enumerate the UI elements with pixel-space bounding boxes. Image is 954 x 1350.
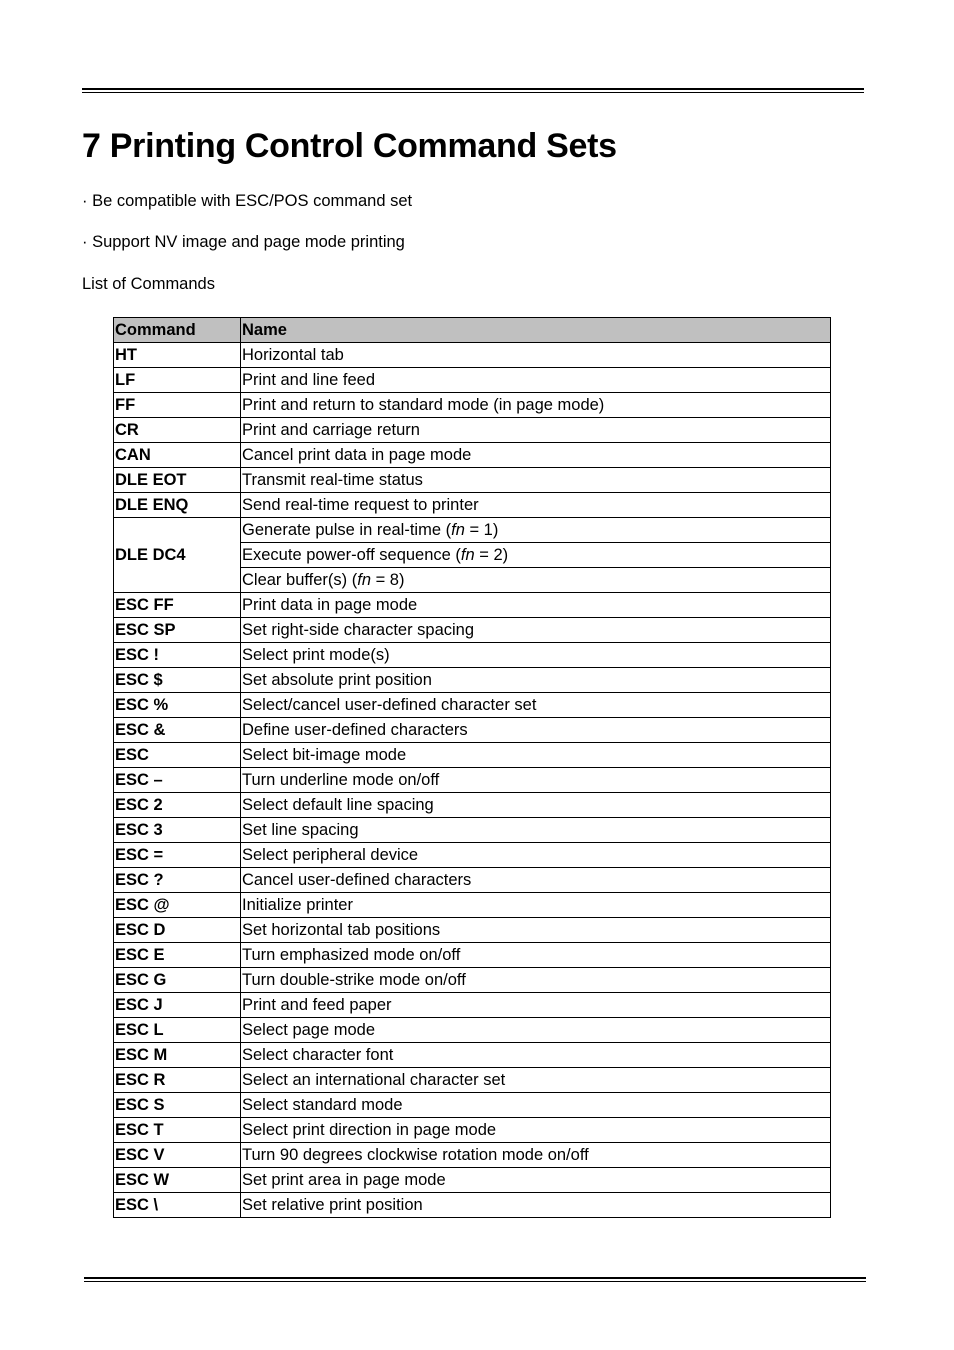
name-text: Set absolute print position	[242, 670, 432, 689]
name-text: Turn 90 degrees clockwise rotation mode on/off	[242, 1145, 589, 1164]
command-cell: ESC ?	[114, 868, 241, 893]
command-cell: DLE ENQ	[114, 493, 241, 518]
function-parameter: fn	[460, 545, 475, 564]
name-text: Select print direction in page mode	[242, 1120, 497, 1139]
command-name-cell	[241, 993, 831, 1018]
name-text: Execute power-off sequence (	[242, 545, 461, 564]
table-row	[114, 668, 831, 693]
name-text: Turn double-strike mode on/off	[242, 970, 466, 989]
command-cell: ESC W	[114, 1168, 241, 1193]
command-name-cell	[241, 1118, 831, 1143]
command-name-cell	[241, 568, 831, 593]
command-name-cell	[241, 368, 831, 393]
list-heading: List of Commands	[82, 275, 215, 293]
name-text: Print and feed paper	[242, 995, 392, 1014]
name-text: Define user-defined characters	[242, 720, 468, 739]
table-row	[114, 893, 831, 918]
table-row	[114, 1168, 831, 1193]
command-cell: ESC \	[114, 1193, 241, 1218]
command-cell: ESC !	[114, 643, 241, 668]
command-name-cell	[241, 593, 831, 618]
table-row	[114, 1043, 831, 1068]
table-row	[114, 868, 831, 893]
page-title: 7 Printing Control Command Sets	[82, 127, 617, 165]
command-name-cell	[241, 1143, 831, 1168]
table-row	[114, 1093, 831, 1118]
command-name-cell	[241, 493, 831, 518]
table-row	[114, 993, 831, 1018]
command-cell: ESC =	[114, 843, 241, 868]
table-body	[114, 343, 831, 1218]
table-row	[114, 1193, 831, 1218]
table-row	[114, 1068, 831, 1093]
command-cell: ESC %	[114, 693, 241, 718]
name-text: Select peripheral device	[242, 845, 419, 864]
command-cell: ESC T	[114, 1118, 241, 1143]
table-row	[114, 493, 831, 518]
table-row	[114, 968, 831, 993]
table-row	[114, 368, 831, 393]
table-row	[114, 593, 831, 618]
table-row	[114, 418, 831, 443]
table-row	[114, 343, 831, 368]
command-cell: FF	[114, 393, 241, 418]
command-cell: LF	[114, 368, 241, 393]
command-table	[113, 317, 831, 1218]
command-name-cell	[241, 693, 831, 718]
name-text: Select default line spacing	[242, 795, 434, 814]
name-text: Turn underline mode on/off	[242, 770, 440, 789]
name-text: Clear buffer(s) (	[242, 570, 358, 589]
command-cell: ESC M	[114, 1043, 241, 1068]
name-text: Set right-side character spacing	[242, 620, 475, 639]
command-name-cell	[241, 543, 831, 568]
table-row	[114, 393, 831, 418]
command-cell: DLE DC4	[114, 518, 241, 593]
name-text: Select standard mode	[242, 1095, 403, 1114]
command-cell: ESC 2	[114, 793, 241, 818]
name-text: Select character font	[242, 1045, 394, 1064]
name-text: Print and carriage return	[242, 420, 420, 439]
table-row	[114, 918, 831, 943]
name-text: Transmit real-time status	[242, 470, 423, 489]
command-cell: ESC $	[114, 668, 241, 693]
function-parameter: fn	[357, 570, 371, 589]
command-cell: ESC D	[114, 918, 241, 943]
name-text: Print and line feed	[242, 370, 376, 389]
command-cell: ESC R	[114, 1068, 241, 1093]
name-text: Initialize printer	[242, 895, 353, 914]
command-name-cell	[241, 443, 831, 468]
command-name-cell	[241, 1018, 831, 1043]
table-row	[114, 768, 831, 793]
header-rule	[82, 88, 864, 93]
table-row	[114, 468, 831, 493]
column-header-command: Command	[114, 318, 241, 343]
name-text: Print and return to standard mode (in page mode)	[242, 395, 605, 414]
command-name-cell	[241, 843, 831, 868]
name-text: Set horizontal tab positions	[242, 920, 441, 939]
table-row	[114, 443, 831, 468]
table-row	[114, 1118, 831, 1143]
name-text: Select bit-image mode	[242, 745, 407, 764]
command-name-cell	[241, 918, 831, 943]
command-cell: ESC @	[114, 893, 241, 918]
command-name-cell	[241, 518, 831, 543]
column-header-name: Name	[241, 318, 831, 343]
command-cell: CR	[114, 418, 241, 443]
name-text: Turn emphasized mode on/off	[242, 945, 461, 964]
name-text: Set relative print position	[242, 1195, 423, 1214]
command-cell: ESC 3	[114, 818, 241, 843]
command-name-cell	[241, 418, 831, 443]
name-text: = 1)	[464, 520, 499, 539]
name-text: Cancel user-defined characters	[242, 870, 472, 889]
table-row	[114, 618, 831, 643]
table-row	[114, 793, 831, 818]
bullet-item: · Be compatible with ESC/POS command set	[82, 192, 413, 210]
table-row	[114, 943, 831, 968]
table-row	[114, 843, 831, 868]
table-row	[114, 1018, 831, 1043]
table-row	[114, 693, 831, 718]
command-cell: ESC FF	[114, 593, 241, 618]
command-name-cell	[241, 968, 831, 993]
bullet-item: · Support NV image and page mode printing	[82, 233, 405, 251]
command-name-cell	[241, 668, 831, 693]
command-name-cell	[241, 343, 831, 368]
command-name-cell	[241, 943, 831, 968]
name-text: Set line spacing	[242, 820, 359, 839]
name-text: Select print mode(s)	[242, 645, 390, 664]
command-cell: ESC J	[114, 993, 241, 1018]
command-name-cell	[241, 618, 831, 643]
name-text: Set print area in page mode	[242, 1170, 446, 1189]
name-text: Select an international character set	[242, 1070, 506, 1089]
command-cell: DLE EOT	[114, 468, 241, 493]
command-name-cell	[241, 893, 831, 918]
name-text: Select/cancel user-defined character set	[242, 695, 537, 714]
command-cell: ESC &	[114, 718, 241, 743]
command-cell: ESC SP	[114, 618, 241, 643]
command-name-cell	[241, 1093, 831, 1118]
name-text: Generate pulse in real-time (	[242, 520, 452, 539]
name-text: Horizontal tab	[242, 345, 344, 364]
command-cell: ESC	[114, 743, 241, 768]
name-text: Cancel print data in page mode	[242, 445, 472, 464]
command-name-cell	[241, 468, 831, 493]
name-text: Select page mode	[242, 1020, 376, 1039]
table-header-row	[114, 318, 831, 343]
command-name-cell	[241, 768, 831, 793]
table-row	[114, 1143, 831, 1168]
command-cell: CAN	[114, 443, 241, 468]
command-cell: ESC V	[114, 1143, 241, 1168]
command-name-cell	[241, 718, 831, 743]
command-name-cell	[241, 743, 831, 768]
name-text: = 8)	[371, 570, 405, 589]
table-row	[114, 643, 831, 668]
table-row	[114, 718, 831, 743]
command-name-cell	[241, 818, 831, 843]
table-row	[114, 518, 831, 543]
command-name-cell	[241, 643, 831, 668]
function-parameter: fn	[451, 520, 465, 539]
table-row	[114, 818, 831, 843]
command-cell: ESC G	[114, 968, 241, 993]
name-text: Print data in page mode	[242, 595, 418, 614]
name-text: = 2)	[474, 545, 509, 564]
command-cell: ESC –	[114, 768, 241, 793]
command-name-cell	[241, 1168, 831, 1193]
table-row	[114, 743, 831, 768]
command-cell: ESC E	[114, 943, 241, 968]
command-cell: ESC L	[114, 1018, 241, 1043]
command-name-cell	[241, 1068, 831, 1093]
name-text: Send real-time request to printer	[242, 495, 479, 514]
command-name-cell	[241, 1193, 831, 1218]
footer-rule	[84, 1277, 866, 1282]
command-name-cell	[241, 793, 831, 818]
command-name-cell	[241, 868, 831, 893]
command-cell: HT	[114, 343, 241, 368]
command-cell: ESC S	[114, 1093, 241, 1118]
command-name-cell	[241, 393, 831, 418]
command-name-cell	[241, 1043, 831, 1068]
